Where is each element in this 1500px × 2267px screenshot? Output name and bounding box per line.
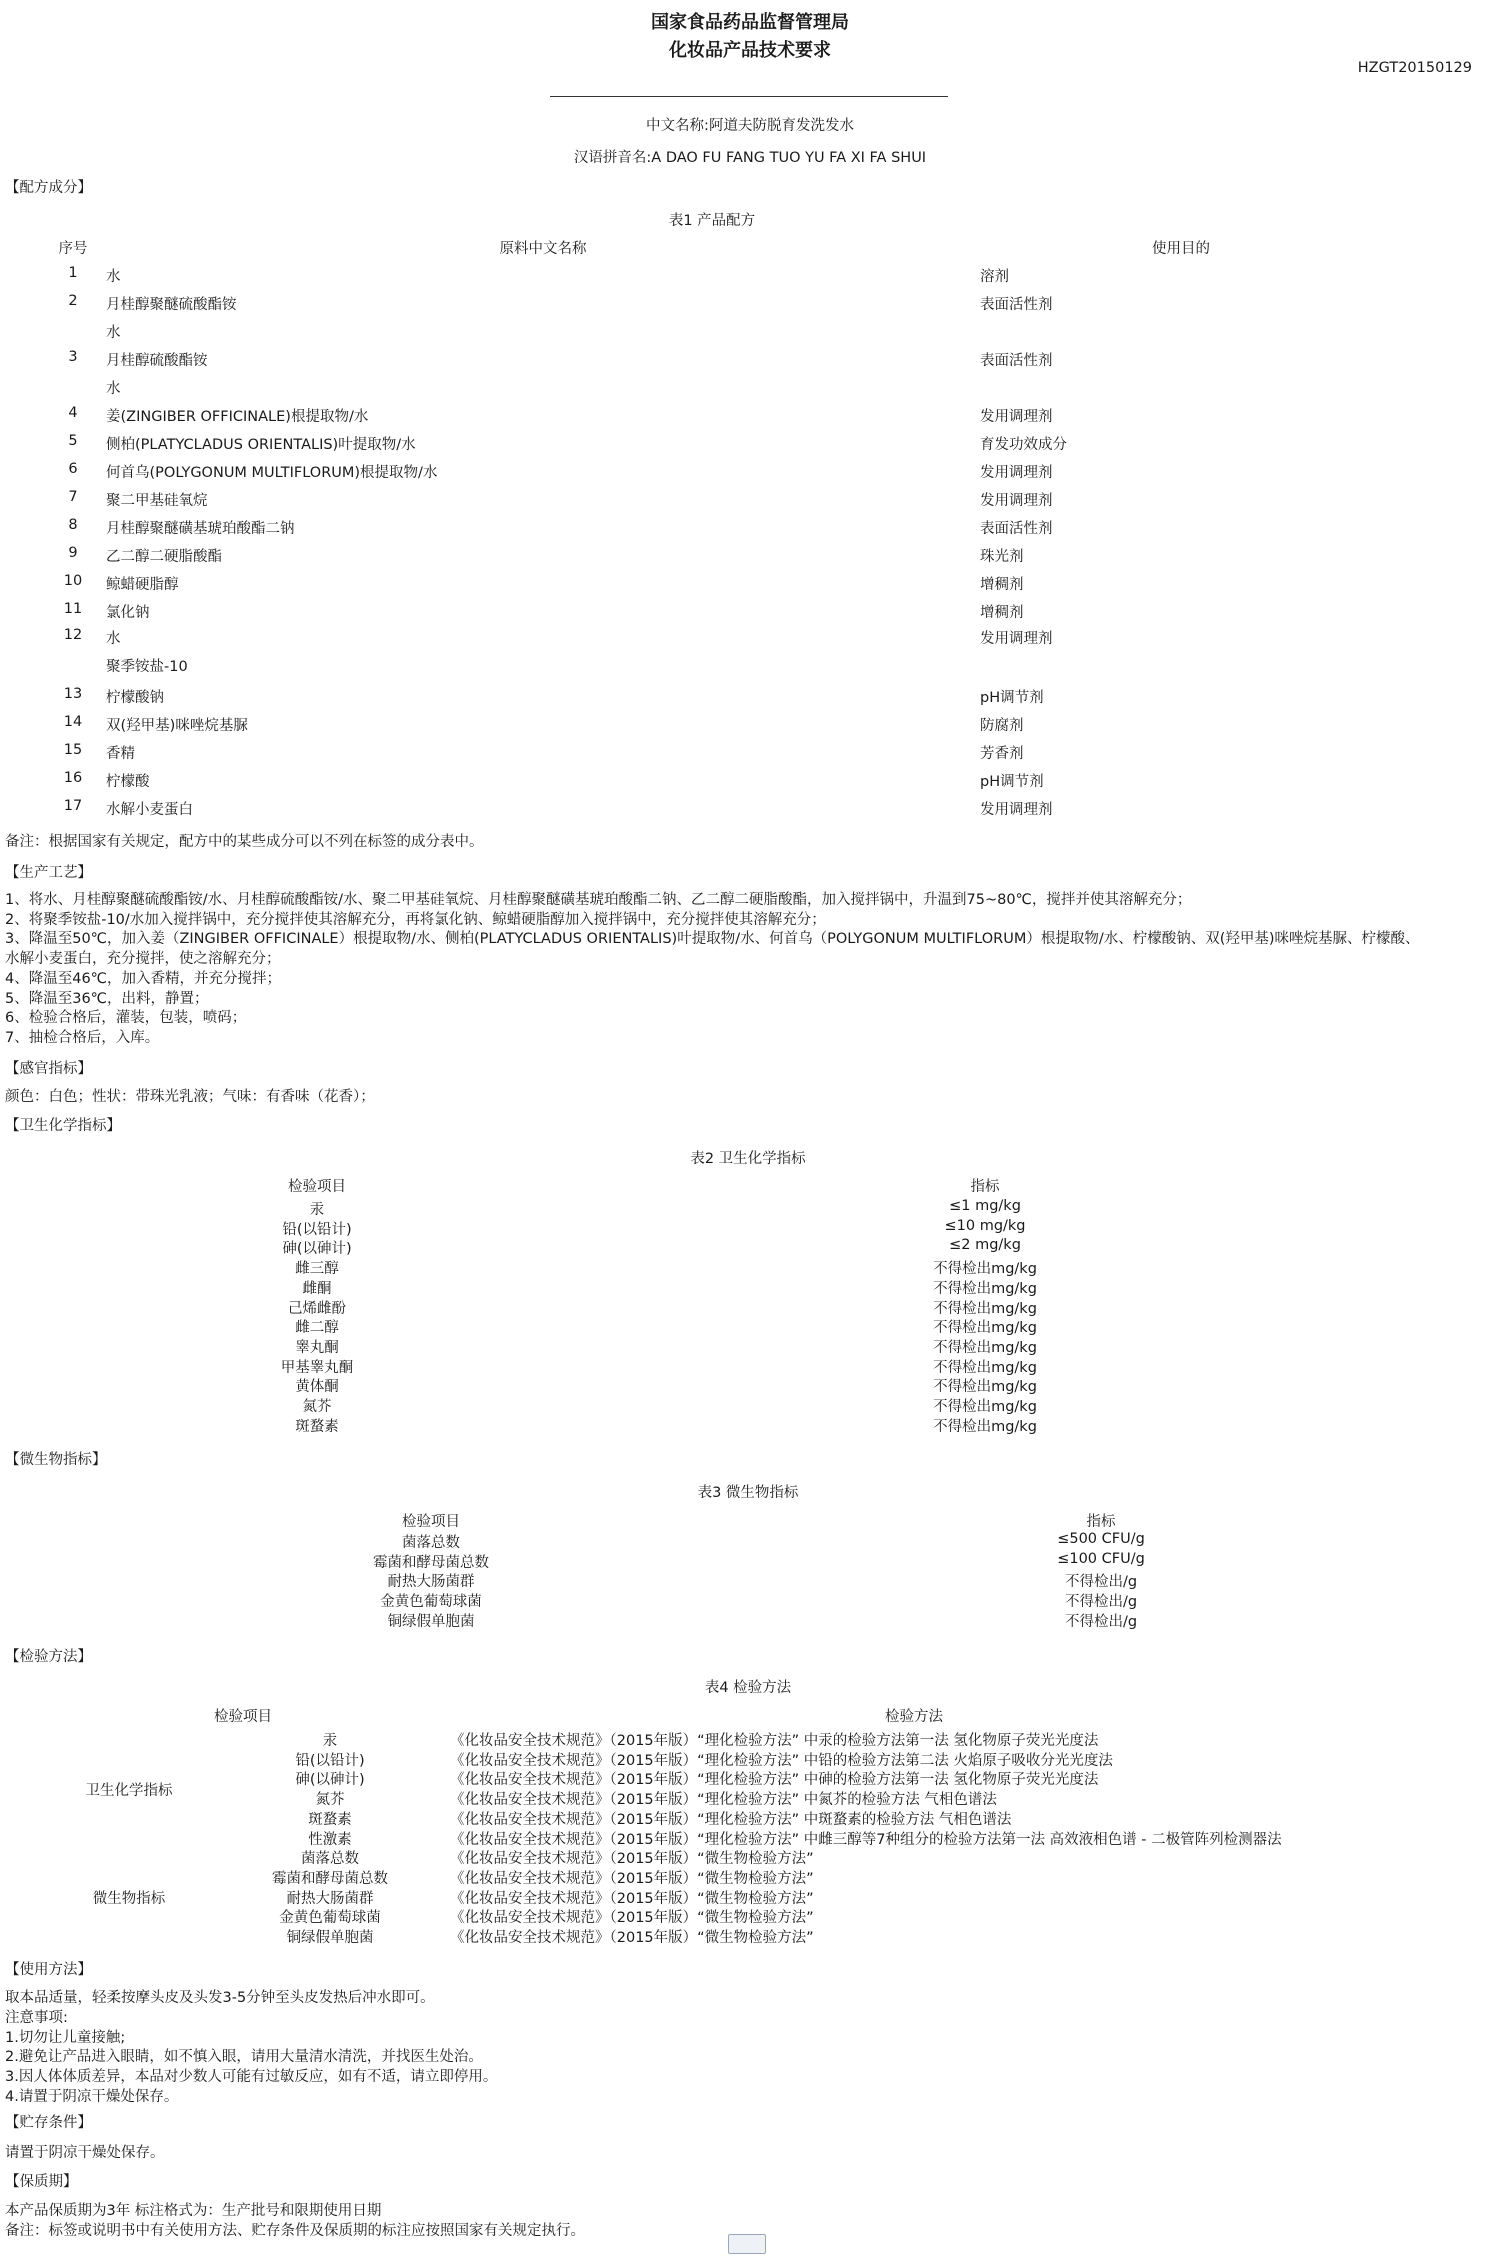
formula-row-no: 15 [63,742,83,758]
hygiene-row-item: 雌酮 [302,1280,332,1297]
formula-row-no: 6 [68,461,78,477]
formula-row-purpose: 发用调理剂 [980,465,1053,481]
section-sensory: 【感官指标】 [5,1061,92,1077]
formula-row-name: 氯化钠 [106,605,150,621]
formula-row-purpose: pH调节剂 [980,774,1044,790]
method-row-method: 《化妆品安全技术规范》（2015年版）“理化检验方法” 中雌三醇等7种组分的检验方法第一法 高效液相色谱 - 二极管阵列检测器法 [450,1831,1282,1848]
usage-line: 4.请置于阴凉干燥处保存。 [5,2089,179,2105]
hygiene-row-item: 睾丸酮 [295,1339,339,1356]
hygiene-row-item: 甲基睾丸酮 [280,1359,354,1376]
methods-group-hygiene: 卫生化学指标 [85,1783,173,1799]
product-cn-name: 中文名称:阿道夫防脱育发洗发水 [646,118,854,134]
formula-row-no: 11 [63,601,83,617]
sensory-text: 颜色：白色；性状：带珠光乳液；气味：有香味（花香）； [5,1089,375,1105]
formula-row-purpose: 发用调理剂 [980,631,1053,647]
formula-row-name: 何首乌(POLYGONUM MULTIFLORUM)根提取物/水 [106,465,438,481]
hygiene-row-limit: ≤10 mg/kg [944,1217,1026,1234]
hygiene-row-item: 黄体酮 [295,1379,339,1396]
process-step: 2、将聚季铵盐-10/水加入搅拌锅中，充分搅拌使其溶解充分，再将氯化钠、鲸蜡硬脂醇加入搅拌锅中，充分搅拌使其溶解充分； [5,911,826,928]
hygiene-row-limit: 不得检出mg/kg [933,1379,1037,1396]
storage-text: 请置于阴凉干燥处保存。 [5,2145,165,2161]
formula-row-name: 月桂醇聚醚磺基琥珀酸酯二钠 [106,521,295,537]
micro-row-item: 菌落总数 [402,1535,460,1551]
hygiene-row-limit: 不得检出mg/kg [933,1300,1037,1317]
formula-row-no: 14 [63,714,83,730]
formula-row-purpose: 发用调理剂 [980,493,1053,509]
method-row-method: 《化妆品安全技术规范》（2015年版）“理化检验方法” 中斑蝥素的检验方法 气相色谱法 [450,1811,1012,1828]
usage-line: 2.避免让产品进入眼睛，如不慎入眼，请用大量清水清洗，并找医生处治。 [5,2049,483,2066]
table1-header-purpose: 使用目的 [1152,241,1210,257]
hygiene-row-item: 己烯雌酚 [288,1300,346,1317]
table2-title: 表2 卫生化学指标 [690,1151,806,1167]
formula-row-name: 月桂醇硫酸酯铵 [106,353,208,369]
formula-row-purpose: 溶剂 [980,269,1009,285]
hygiene-row-limit: 不得检出mg/kg [933,1320,1037,1337]
table1-header-name: 原料中文名称 [499,241,587,257]
table3-header-item: 检验项目 [402,1514,460,1530]
formula-row-name: 柠檬酸钠 [106,690,164,706]
section-storage: 【贮存条件】 [5,2115,92,2131]
hygiene-row-limit: ≤2 mg/kg [949,1237,1021,1254]
micro-row-limit: 不得检出/g [1064,1574,1138,1591]
formula-row-no: 3 [68,349,78,365]
method-row-item: 汞 [322,1733,338,1749]
doc-code: HZGT20150129 [1357,60,1472,76]
usage-line: 注意事项: [5,2009,68,2026]
formula-row-purpose: 发用调理剂 [980,802,1053,818]
method-row-item: 性激素 [308,1831,352,1848]
formula-row-purpose: 发用调理剂 [980,409,1053,425]
formula-row-purpose: 表面活性剂 [980,353,1053,369]
hygiene-row-limit: 不得检出mg/kg [933,1399,1037,1415]
formula-row-no: 10 [63,573,83,589]
method-row-method: 《化妆品安全技术规范》（2015年版）“理化检验方法” 中氮芥的检验方法 气相色谱法 [450,1792,997,1809]
hygiene-row-item: 汞 [309,1202,325,1218]
formula-row-purpose: 增稠剂 [980,605,1024,621]
formula-row-name: 香精 [106,746,135,762]
hygiene-row-limit: 不得检出mg/kg [933,1418,1037,1435]
formula-row-name: 聚二甲基硅氧烷 [106,493,208,509]
method-row-item: 耐热大肠菌群 [286,1890,374,1907]
formula-row-no: 5 [68,433,78,449]
formula-row-no: 7 [68,489,78,505]
formula-row-purpose: 表面活性剂 [980,297,1053,313]
table4-title: 表4 检验方法 [704,1680,792,1696]
formula-row-name: 姜(ZINGIBER OFFICINALE)根提取物/水 [106,409,369,425]
section-process: 【生产工艺】 [5,865,92,881]
formula-row-purpose: 育发功效成分 [980,437,1067,453]
table4-header-method: 检验方法 [885,1709,943,1725]
method-row-item: 金黄色葡萄球菌 [279,1910,381,1927]
formula-row-purpose: 珠光剂 [980,549,1024,565]
process-step: 3、降温至50℃，加入姜（ZINGIBER OFFICINALE）根提取物/水、侧柏(PLATYCLADUS ORIENTALIS)叶提取物/水、何首乌（POLYGONUM MULTIFLORUM）根提取物/水、柠檬酸钠、双(羟甲基)咪唑烷基脲、柠檬酸、 [5,931,1420,948]
formula-row-name: 水 [106,269,121,285]
section-methods: 【检验方法】 [5,1649,92,1665]
formula-row-name: 聚季铵盐-10 [106,659,188,675]
formula-row-name: 柠檬酸 [106,774,150,790]
micro-row-limit: ≤500 CFU/g [1057,1531,1145,1547]
formula-row-no: 4 [68,405,78,421]
hygiene-row-limit: 不得检出mg/kg [933,1280,1037,1297]
micro-row-limit: 不得检出/g [1064,1613,1138,1630]
shelf-line: 备注：标签或说明书中有关使用方法、贮存条件及保质期的标注应按照国家有关规定执行。 [5,2223,585,2239]
formula-row-name: 月桂醇聚醚硫酸酯铵 [106,297,237,313]
hygiene-row-item: 雌三醇 [295,1261,339,1278]
formula-row-no: 16 [63,770,83,786]
formula-row-purpose: 表面活性剂 [980,521,1053,537]
table2-header-item: 检验项目 [288,1179,346,1195]
method-row-method: 《化妆品安全技术规范》（2015年版）“理化检验方法” 中砷的检验方法第一法 氢化物原子荧光光度法 [450,1772,1099,1789]
process-step: 7、抽检合格后，入库。 [5,1029,160,1046]
formula-row-no: 13 [63,686,83,702]
table1-header-no: 序号 [58,241,88,257]
method-row-item: 砷(以砷计) [295,1772,365,1789]
formula-row-no: 8 [68,517,78,533]
micro-row-item: 耐热大肠菌群 [387,1574,475,1591]
usage-line: 3.因人体体质差异，本品对少数人可能有过敏反应，如有不适，请立即停用。 [5,2069,498,2086]
formula-row-no: 12 [63,627,83,643]
process-step: 1、将水、月桂醇聚醚硫酸酯铵/水、月桂醇硫酸酯铵/水、聚二甲基硅氧烷、月桂醇聚醚磺基琥珀酸酯二钠、乙二醇二硬脂酸酯，加入搅拌锅中，升温到75~80℃，搅拌并使其溶解充分； [5,892,1192,908]
formula-row-name: 鲸蜡硬脂醇 [106,577,179,593]
formula-row-purpose: pH调节剂 [980,690,1044,706]
formula-row-name: 水 [106,631,121,647]
method-row-method: 《化妆品安全技术规范》（2015年版）“微生物检验方法” [450,1870,814,1887]
doc-title-line1: 国家食品药品监督管理局 [651,12,849,33]
shelf-line: 本产品保质期为3年 标注格式为：生产批号和限期使用日期 [5,2203,382,2219]
hygiene-row-item: 砷(以砷计) [282,1241,352,1258]
formula-row-name: 双(羟甲基)咪唑烷基脲 [106,718,248,734]
section-micro: 【微生物指标】 [5,1452,107,1468]
table2-header-limit: 指标 [970,1179,1000,1195]
formula-row-name: 侧柏(PLATYCLADUS ORIENTALIS)叶提取物/水 [106,437,416,453]
hygiene-row-item: 氮芥 [302,1399,332,1415]
process-step: 5、降温至36℃，出料，静置； [5,990,209,1007]
method-row-method: 《化妆品安全技术规范》（2015年版）“微生物检验方法” [450,1851,814,1868]
process-step: 6、检验合格后，灌装，包装，喷码； [5,1010,247,1027]
hygiene-row-limit: 不得检出mg/kg [933,1359,1037,1376]
table4-header-item: 检验项目 [214,1709,272,1725]
method-row-method: 《化妆品安全技术规范》（2015年版）“理化检验方法” 中汞的检验方法第一法 氢化物原子荧光光度法 [450,1733,1099,1749]
formula-row-no: 2 [68,293,78,309]
hygiene-row-limit: ≤1 mg/kg [949,1198,1021,1214]
section-hygiene: 【卫生化学指标】 [5,1118,121,1134]
formula-row-purpose: 增稠剂 [980,577,1024,593]
formula-row-name: 水 [106,325,121,341]
method-row-method: 《化妆品安全技术规范》（2015年版）“微生物检验方法” [450,1930,814,1946]
hygiene-row-limit: 不得检出mg/kg [933,1339,1037,1356]
page-nav-button[interactable] [728,2234,766,2254]
formula-row-purpose: 芳香剂 [980,746,1024,762]
methods-group-micro: 微生物指标 [92,1891,166,1907]
section-usage: 【使用方法】 [5,1962,92,1978]
method-row-method: 《化妆品安全技术规范》（2015年版）“微生物检验方法” [450,1910,814,1927]
hygiene-row-item: 斑蝥素 [295,1418,339,1435]
product-pinyin: 汉语拼音名:A DAO FU FANG TUO YU FA XI FA SHUI [573,150,927,166]
table1-title: 表1 产品配方 [668,213,756,229]
formula-row-name: 水解小麦蛋白 [106,802,193,818]
formula-row-purpose: 防腐剂 [980,718,1024,734]
table3-title: 表3 微生物指标 [697,1485,799,1501]
method-row-method: 《化妆品安全技术规范》（2015年版）“微生物检验方法” [450,1890,814,1907]
method-row-item: 霉菌和酵母菌总数 [272,1870,388,1887]
hygiene-row-item: 铅(以铅计) [282,1221,352,1238]
title-divider [550,96,948,97]
formula-row-no: 9 [68,545,78,561]
section-formula: 【配方成分】 [5,180,92,196]
formula-row-no: 1 [68,265,78,281]
method-row-method: 《化妆品安全技术规范》（2015年版）“理化检验方法” 中铅的检验方法第二法 火焰原子吸收分光光度法 [450,1752,1113,1769]
method-row-item: 铅(以铅计) [295,1752,365,1769]
process-step: 水解小麦蛋白，充分搅拌，使之溶解充分； [5,951,281,968]
method-row-item: 斑蝥素 [308,1811,352,1828]
method-row-item: 菌落总数 [301,1851,359,1868]
micro-row-limit: ≤100 CFU/g [1057,1550,1145,1567]
formula-note: 备注：根据国家有关规定，配方中的某些成分可以不列在标签的成分表中。 [5,834,484,850]
formula-row-no: 17 [63,798,83,814]
method-row-item: 氮芥 [315,1792,345,1809]
section-shelf: 【保质期】 [5,2174,78,2190]
doc-title-line2: 化妆品产品技术要求 [669,40,831,61]
micro-row-item: 霉菌和酵母菌总数 [373,1554,489,1571]
micro-row-item: 铜绿假单胞菌 [387,1613,475,1630]
method-row-item: 铜绿假单胞菌 [286,1930,374,1946]
hygiene-row-item: 雌二醇 [295,1320,339,1337]
micro-row-item: 金黄色葡萄球菌 [380,1594,482,1611]
process-step: 4、降温至46℃，加入香精，并充分搅拌； [5,970,281,987]
usage-line: 取本品适量，轻柔按摩头皮及头发3-5分钟至头皮发热后冲水即可。 [5,1990,435,2006]
hygiene-row-limit: 不得检出mg/kg [933,1261,1037,1278]
table3-header-limit: 指标 [1086,1514,1116,1530]
micro-row-limit: 不得检出/g [1064,1594,1138,1611]
usage-line: 1.切勿让儿童接触; [5,2029,126,2046]
formula-row-name: 水 [106,381,121,397]
formula-row-name: 乙二醇二硬脂酸酯 [106,549,222,565]
